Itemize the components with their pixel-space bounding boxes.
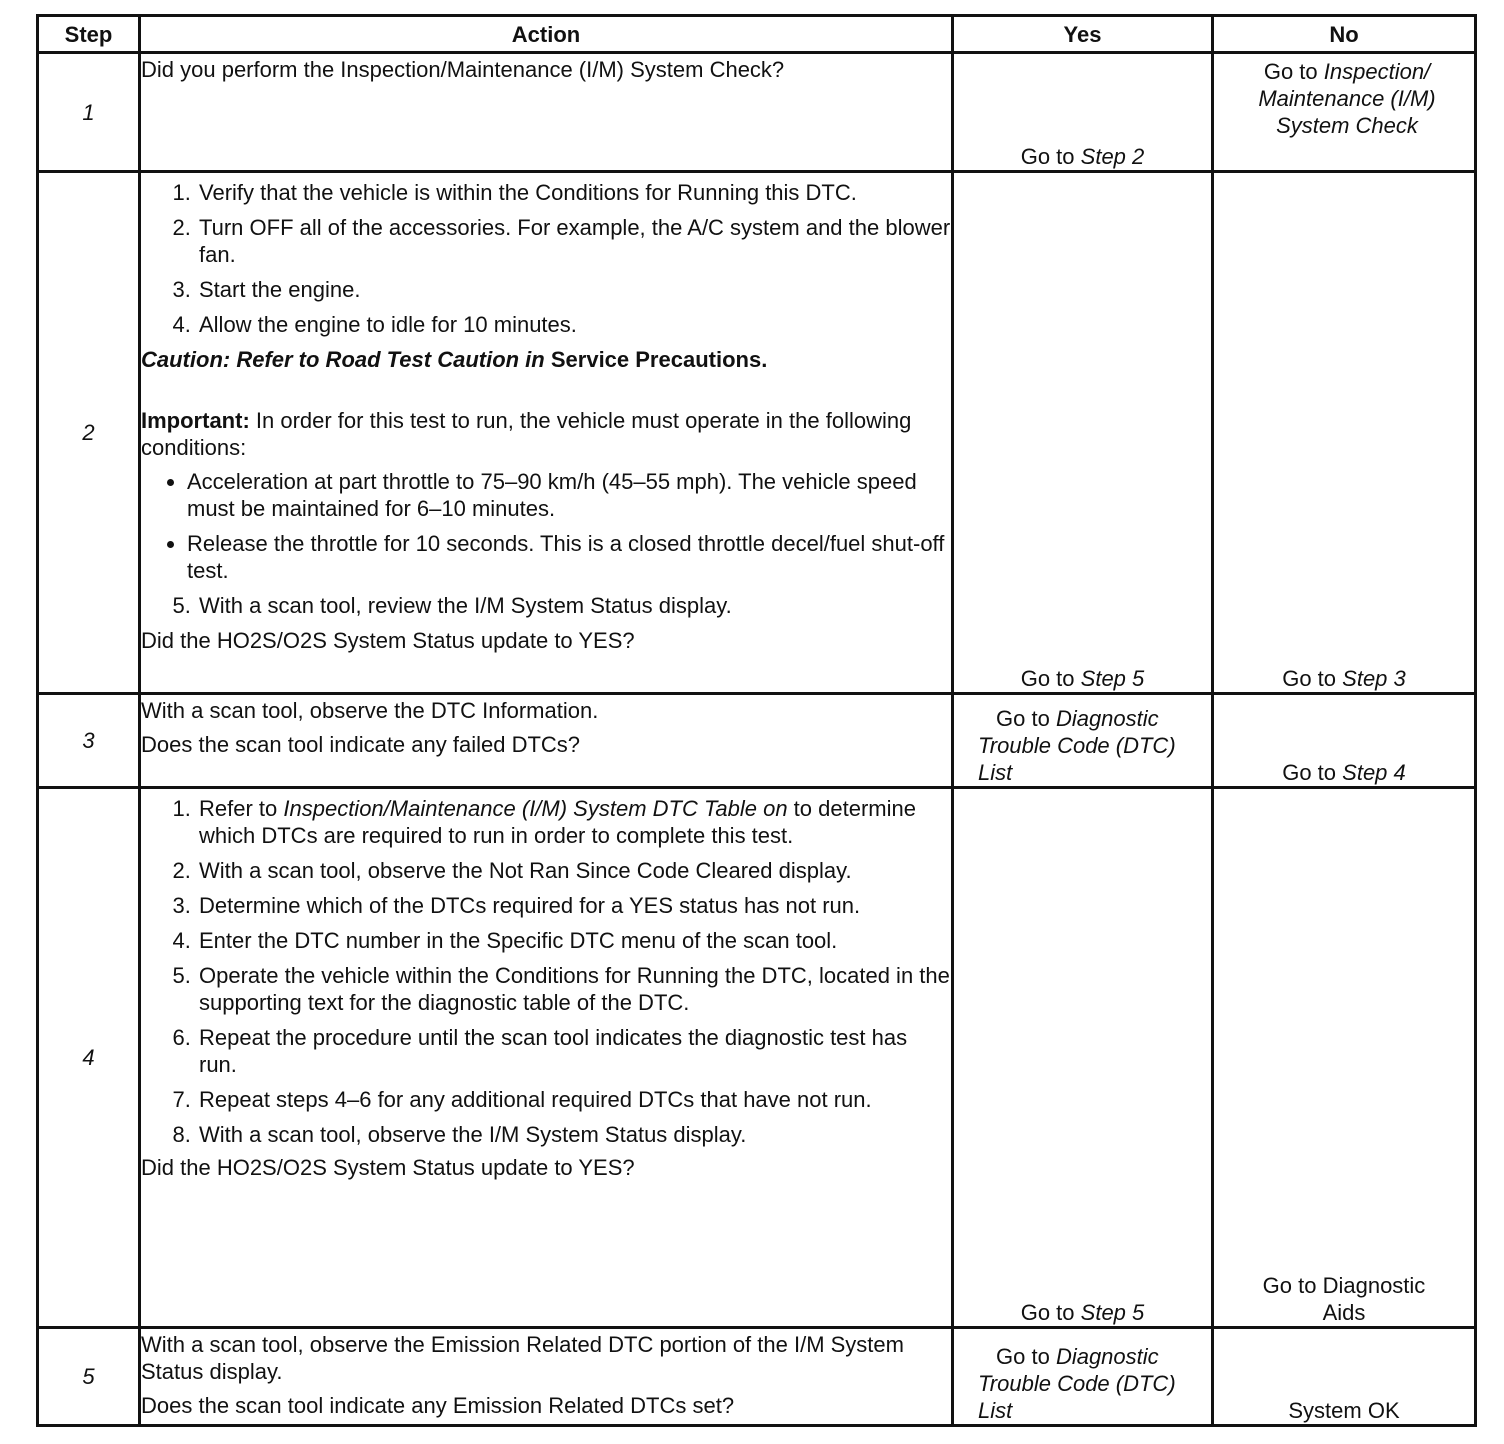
list-item: 6. Repeat the procedure until the scan tool indicates the diagnostic test has run. bbox=[197, 1024, 951, 1078]
list-item: 7. Repeat steps 4–6 for any additional required DTCs that have not run. bbox=[197, 1086, 951, 1113]
yes-cell bbox=[953, 1328, 1213, 1426]
diagnostic-table bbox=[36, 14, 1477, 1427]
table-row-step-1 bbox=[38, 53, 1476, 172]
list-item: 2. With a scan tool, observe the Not Ran Since Code Cleared display. bbox=[197, 857, 951, 884]
header-row bbox=[38, 16, 1476, 53]
table-row-step-3 bbox=[38, 694, 1476, 788]
list-item: 8. With a scan tool, observe the I/M System Status display. bbox=[197, 1121, 951, 1148]
table-row-step-2 bbox=[38, 172, 1476, 694]
item-prefix: Refer to bbox=[199, 796, 284, 821]
no-cell bbox=[1213, 1328, 1476, 1426]
caution-lead: Caution: Refer to Road Test Caution in bbox=[141, 347, 545, 372]
action-cell bbox=[140, 1328, 953, 1426]
yes-prefix: Go to bbox=[1020, 666, 1075, 691]
yes-cell bbox=[953, 53, 1213, 172]
no-text: System OK bbox=[1288, 1398, 1400, 1423]
step-number: 1 bbox=[38, 53, 140, 172]
yes-prefix: Go to bbox=[1020, 144, 1075, 169]
header-yes: Yes bbox=[953, 16, 1213, 53]
important-note bbox=[141, 407, 951, 461]
important-text: In order for this test to run, the vehicle must operate in the following conditions: bbox=[141, 408, 912, 460]
list-item bbox=[197, 795, 951, 849]
list-item: 3. Start the engine. bbox=[197, 276, 951, 303]
table-row-step-5 bbox=[38, 1328, 1476, 1426]
step-number: 4 bbox=[38, 788, 140, 1328]
no-prefix: Go to bbox=[1282, 666, 1337, 691]
no-target: Inspection/ Maintenance (I/M) System Check bbox=[1258, 59, 1436, 138]
list-item: 2. Turn OFF all of the accessories. For example, the A/C system and the blower fan. bbox=[197, 214, 951, 268]
action-cell bbox=[140, 694, 953, 788]
procedure-list bbox=[141, 179, 951, 338]
action-cell bbox=[140, 172, 953, 694]
no-target: Step 4 bbox=[1342, 760, 1406, 785]
item-rest: to determine which DTCs are required to run in order to complete this test. bbox=[199, 796, 916, 848]
yes-target: Step 2 bbox=[1080, 144, 1145, 169]
list-item: 5. With a scan tool, review the I/M System Status display. bbox=[197, 592, 951, 619]
action-question: Did you perform the Inspection/Maintenance (I/M) System Check? bbox=[141, 57, 785, 82]
yes-prefix: Go to bbox=[1020, 1300, 1075, 1325]
list-item: 4. Allow the engine to idle for 10 minutes. bbox=[197, 311, 951, 338]
header-no: No bbox=[1213, 16, 1476, 53]
yes-target: Diagnostic Trouble Code (DTC) List bbox=[978, 706, 1176, 785]
list-item: 5. Operate the vehicle within the Conditions for Running the DTC, located in the supporting text for the diagnostic table of the DTC. bbox=[197, 962, 951, 1016]
no-prefix: Go to bbox=[1263, 59, 1318, 84]
important-lead: Important: bbox=[141, 408, 250, 433]
header-action: Action bbox=[140, 16, 953, 53]
action-question: Does the scan tool indicate any failed DTCs? bbox=[141, 732, 581, 757]
yes-prefix: Go to bbox=[996, 706, 1050, 731]
yes-cell bbox=[953, 694, 1213, 788]
header-step: Step bbox=[38, 16, 140, 53]
list-item: 1. Verify that the vehicle is within the Conditions for Running this DTC. bbox=[197, 179, 951, 206]
no-cell bbox=[1213, 53, 1476, 172]
procedure-list bbox=[141, 795, 951, 1148]
caution-note bbox=[141, 346, 951, 373]
no-prefix: Go to bbox=[1282, 760, 1337, 785]
action-question: Did the HO2S/O2S System Status update to YES? bbox=[141, 1155, 635, 1180]
list-item: • Acceleration at part throttle to 75–90 km/h (45–55 mph). The vehicle speed must be maintained for 6–10 minutes. bbox=[187, 468, 951, 522]
caution-target-link[interactable]: Service Precautions bbox=[550, 347, 762, 372]
no-target: Step 3 bbox=[1342, 666, 1406, 691]
yes-prefix: Go to bbox=[996, 1344, 1050, 1369]
step-number: 3 bbox=[38, 694, 140, 788]
procedure-list-continued bbox=[141, 592, 951, 619]
list-item: 3. Determine which of the DTCs required for a YES status has not run. bbox=[197, 892, 951, 919]
list-item: 4. Enter the DTC number in the Specific DTC menu of the scan tool. bbox=[197, 927, 951, 954]
action-cell bbox=[140, 53, 953, 172]
no-text: Go to Diagnostic Aids bbox=[1262, 1273, 1426, 1325]
no-cell bbox=[1213, 788, 1476, 1328]
no-cell bbox=[1213, 694, 1476, 788]
step-number: 2 bbox=[38, 172, 140, 694]
action-cell bbox=[140, 788, 953, 1328]
table-row-step-4 bbox=[38, 788, 1476, 1328]
action-question: Does the scan tool indicate any Emission Related DTCs set? bbox=[141, 1393, 735, 1418]
action-text: With a scan tool, observe the Emission Related DTC portion of the I/M System Status display. bbox=[141, 1332, 904, 1384]
caution-end: . bbox=[761, 347, 768, 372]
action-question: Did the HO2S/O2S System Status update to YES? bbox=[141, 628, 635, 653]
yes-target: Step 5 bbox=[1080, 1300, 1145, 1325]
step-number: 5 bbox=[38, 1328, 140, 1426]
yes-target: Step 5 bbox=[1080, 666, 1145, 691]
conditions-list bbox=[141, 468, 951, 584]
yes-cell bbox=[953, 788, 1213, 1328]
yes-cell bbox=[953, 172, 1213, 694]
action-text: With a scan tool, observe the DTC Information. bbox=[141, 698, 599, 723]
list-item: • Release the throttle for 10 seconds. This is a closed throttle decel/fuel shut-off test. bbox=[187, 530, 951, 584]
yes-target: Diagnostic Trouble Code (DTC) List bbox=[978, 1344, 1176, 1423]
no-cell bbox=[1213, 172, 1476, 694]
item-reference-link[interactable]: Inspection/Maintenance (I/M) System DTC Table on bbox=[283, 796, 788, 821]
